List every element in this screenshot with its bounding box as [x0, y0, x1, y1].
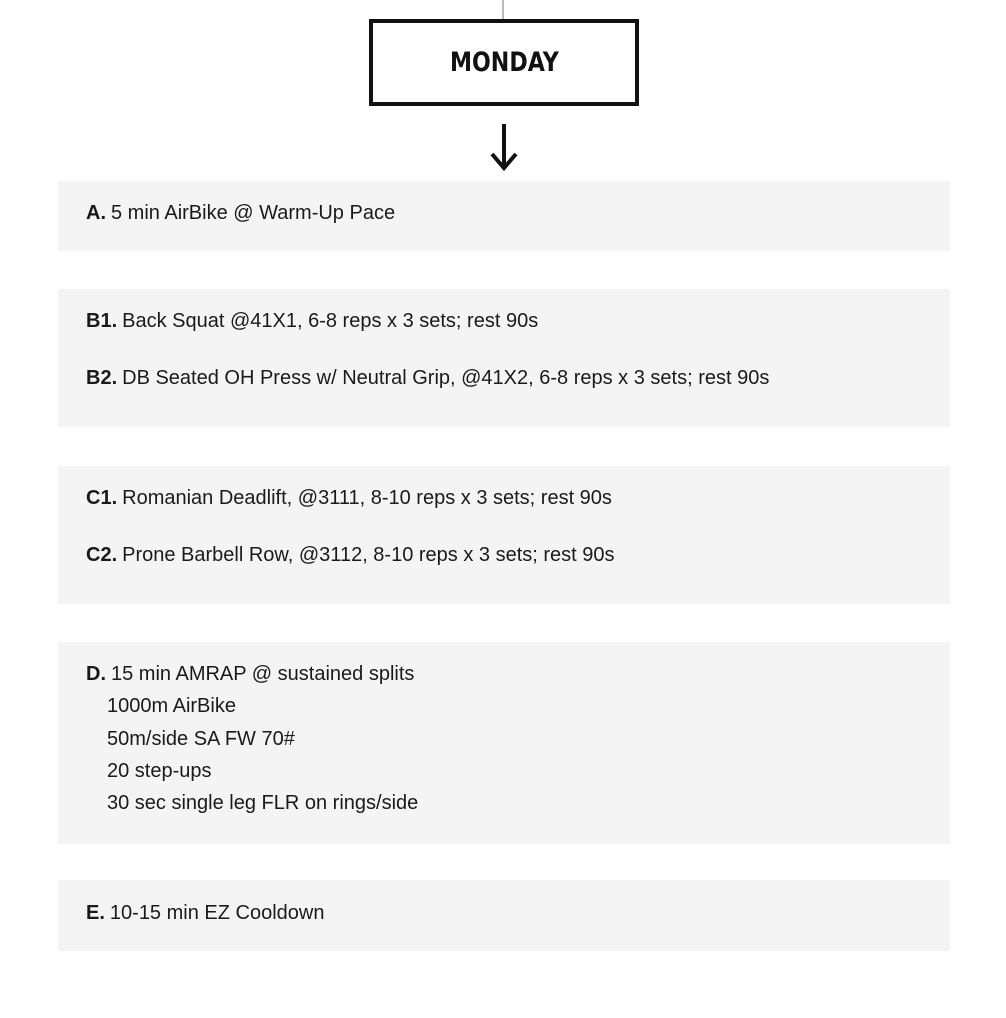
exercise-b1: [86, 309, 538, 333]
exercise-label: A.: [86, 202, 106, 224]
exercise-text: 15 min AMRAP @ sustained splits: [111, 663, 415, 685]
exercise-text: 5 min AirBike @ Warm-Up Pace: [111, 202, 396, 224]
workout-block-e: [58, 880, 950, 951]
sub-item-2: 50m/side SA FW 70#: [107, 728, 295, 750]
workout-block-a: [58, 181, 950, 251]
day-header-box: [369, 19, 639, 106]
workout-block-d: [58, 642, 950, 844]
sub-item-3: 20 step-ups: [107, 760, 212, 782]
exercise-label: B2.: [86, 367, 118, 389]
exercise-text: Prone Barbell Row, @3112, 8-10 reps x 3 sets; rest 90s: [122, 544, 615, 566]
exercise-text: Back Squat @41X1, 6-8 reps x 3 sets; rest 90s: [122, 310, 539, 332]
sub-item-1: 1000m AirBike: [107, 695, 236, 717]
exercise-label: E.: [86, 902, 105, 924]
exercise-text: 10-15 min EZ Cooldown: [109, 902, 325, 924]
exercise-a: [86, 201, 395, 225]
exercise-text: Romanian Deadlift, @3111, 8-10 reps x 3 sets; rest 90s: [122, 487, 612, 509]
exercise-d: [86, 662, 414, 686]
exercise-label: D.: [86, 663, 106, 685]
connector-line: [502, 0, 504, 20]
exercise-c1: [86, 486, 612, 510]
workout-block-c: [58, 466, 950, 604]
arrow-down-icon: [488, 124, 520, 172]
exercise-label: B1.: [86, 310, 118, 332]
exercise-text: DB Seated OH Press w/ Neutral Grip, @41X2, 6-8 reps x 3 sets; rest 90s: [122, 367, 770, 389]
sub-item-4: 30 sec single leg FLR on rings/side: [107, 792, 419, 814]
exercise-label: C1.: [86, 487, 118, 509]
exercise-c2: [86, 543, 615, 567]
exercise-b2: [86, 366, 769, 390]
day-title: MONDAY: [449, 47, 559, 78]
workout-block-b: [58, 289, 950, 427]
exercise-label: C2.: [86, 544, 118, 566]
exercise-e: [86, 901, 324, 925]
